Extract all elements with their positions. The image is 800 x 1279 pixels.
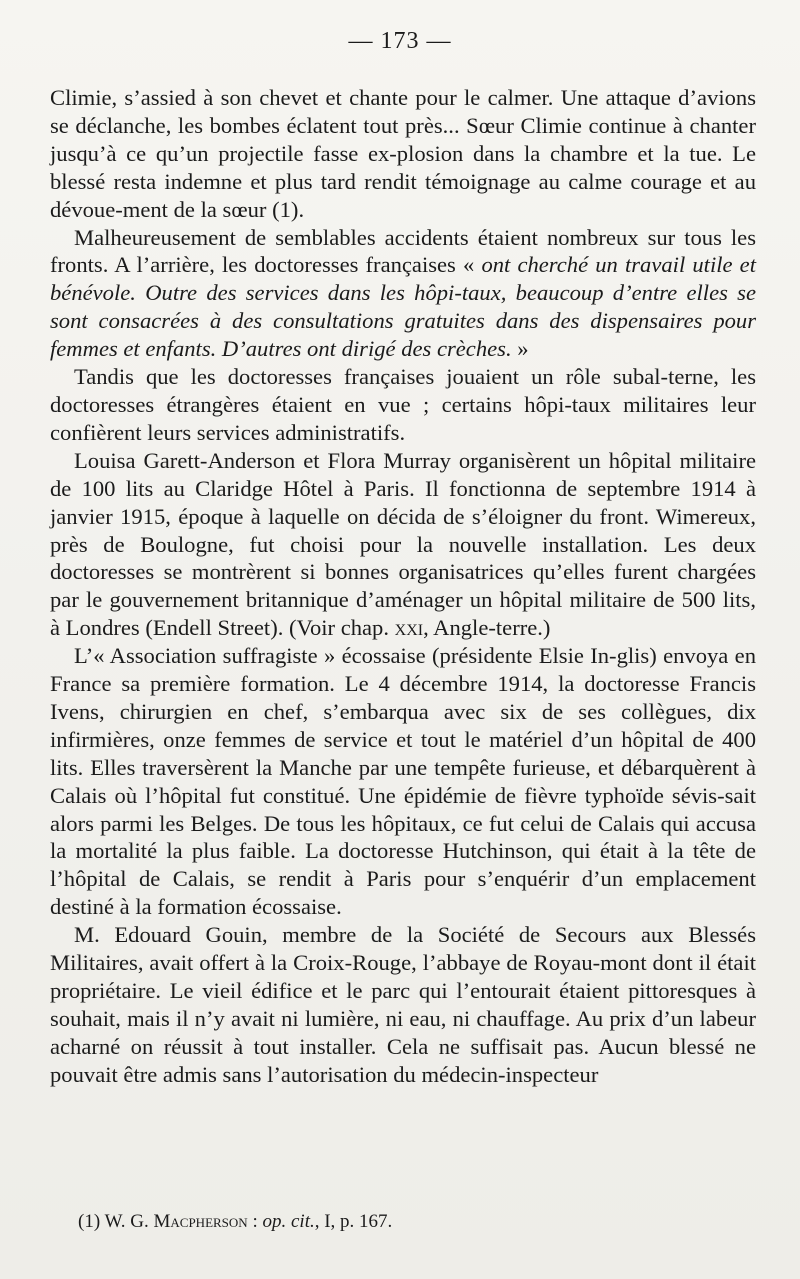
paragraph-text: Climie, s’assied à son chevet et chante pour le calmer. Une attaque d’avions se déclanche, les bombes éclatent tout près... Sœur Climie continue à chanter jusqu’à ce qu’un projectile fasse ex-plosion dans la chambre et la tue. Le blessé resta indemne et plus tard rendit témoignage au calme courage et au dévoue-ment de la sœur (1). [50,85,756,222]
paragraph-text: Louisa Garett-Anderson et Flora Murray organisèrent un hôpital militaire de 100 lits au Claridge Hôtel à Paris. Il fonctionna de septembre 1914 à janvier 1915, époque à laquelle on décida de s’éloigner du front. Wimereux, près de Boulogne, fut choisi pour la nouvelle installation. Les deux doctoresses se montrèrent si bonnes organisatrices qu’elles furent chargées par le gouvernement britannique d’aménager un hôpital militaire de 500 lits, à Londres (Endell Street). (Voir chap. [50,447,756,641]
footnote-separator: : [247,1211,263,1232]
footnote-rest: , I, p. 167. [314,1211,393,1232]
footnote-author: Macpherson [153,1211,248,1232]
paragraph-text: Malheureusement de semblables accidents étaient nombreux sur tous les fronts. A l’arrière, les doctoresses françaises « [50,224,756,278]
paragraph-text: , Angle-terre.) [423,615,551,641]
paragraph-text: M. Edouard Gouin, membre de la Société de Secours aux Blessés Militaires, avait offert à la Croix-Rouge, l’abbaye de Royau-mont dont il était propriétaire. Le vieil édifice et le parc qui l’entourait étaient pittoresques à souhait, mais il n’y avait ni lumière, ni eau, ni chauffage. Au prix d’un labeur acharné on réussit à tout installer. Cela ne suffisait pas. Aucun blessé ne pouvait être admis sans l’autorisation du médecin-inspecteur [50,922,756,1087]
footnote-mark: (1) [78,1211,101,1232]
body-text [50,84,756,1089]
paragraph [50,84,756,224]
chapter-ref-smallcaps: xxi [394,615,424,641]
paragraph-quote-italic: ont cherché un travail utile et bénévole. Outre des services dans les hôpi-taux, beaucoup d’entre elles se sont consacrées à des consultations gratuites dans des dispensaires pour femmes et enfants. D’autres ont dirigé des crèches. [50,252,756,362]
paragraph [50,447,756,642]
footnote [78,1210,758,1234]
page-number: — 173 — [348,28,452,54]
paragraph-text: L’« Association suffragiste » écossaise (présidente Elsie In-glis) envoya en France sa première formation. Le 4 décembre 1914, la doctoresse Francis Ivens, chirurgien en chef, s’embarqua avec six de ses collègues, dix infirmières, onze femmes de service et tout le matériel d’un hôpital de 400 lits. Elles traversèrent la Manche par une tempête furieuse, et débarquèrent à Calais où l’hôpital fut constitué. Une épidémie de fièvre typhoïde sévis-sait alors parmi les Belges. De tous les hôpitaux, ce fut celui de Calais qui accusa la mortalité la plus faible. La doctoresse Hutchinson, qui était à la tête de l’hôpital de Calais, se rendit à Paris pour s’enquérir d’un emplacement destiné à la formation écossaise. [50,643,756,920]
paragraph [50,642,756,921]
paragraph-text: Tandis que les doctoresses françaises jouaient un rôle subal-terne, les doctoresses étrangères étaient en vue ; certains hôpi-taux militaires leur confièrent leurs services administratifs. [50,364,756,445]
footnote-citation: op. cit. [262,1211,315,1232]
paragraph [50,921,756,1088]
paragraph [50,363,756,447]
footnote-initials: W. G. [104,1211,149,1232]
paragraph-text: » [511,336,529,362]
paragraph [50,224,756,364]
